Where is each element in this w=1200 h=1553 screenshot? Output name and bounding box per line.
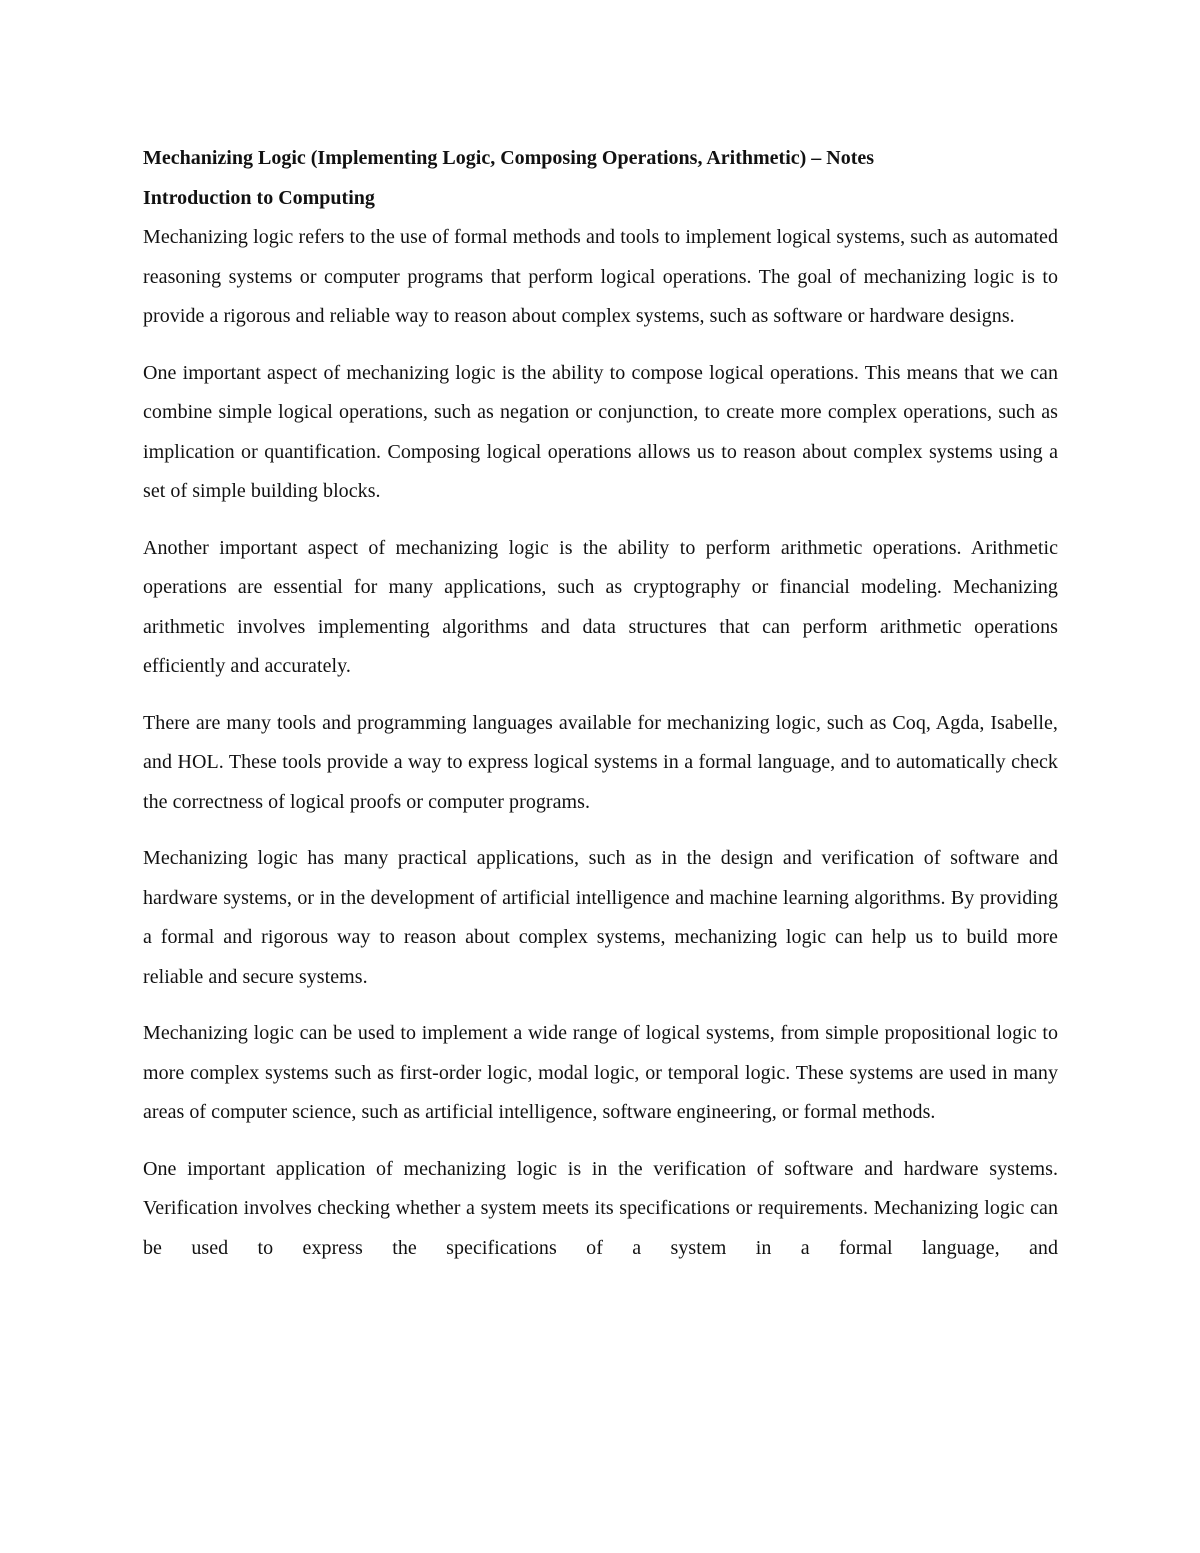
paragraph: Mechanizing logic refers to the use of formal methods and tools to implement logical systems, such as automated reasoning systems or computer programs that perform logical operations. The goal of mechanizing logic is to provide a rigorous and reliable way to reason about complex systems, such as software or hardware designs.	[143, 226, 1058, 327]
document-body	[143, 138, 1058, 1268]
paragraph: One important aspect of mechanizing logic is the ability to compose logical operations. This means that we can combine simple logical operations, such as negation or conjunction, to create more complex operations, such as implication or quantification. Composing logical operations allows us to reason about complex systems using a set of simple building blocks.	[143, 361, 1058, 502]
document-title: Mechanizing Logic (Implementing Logic, Composing Operations, Arithmetic) – Notes	[143, 147, 875, 169]
paragraph: Another important aspect of mechanizing logic is the ability to perform arithmetic operations. Arithmetic operations are essential for many applications, such as cryptography or financial modeling. Mechanizing arithmetic involves implementing algorithms and data structures that can perform arithmetic operations efficiently and accurately.	[143, 536, 1058, 677]
paragraph: Mechanizing logic has many practical applications, such as in the design and verification of software and hardware systems, or in the development of artificial intelligence and machine learning algorithms. By providing a formal and rigorous way to reason about complex systems, mechanizing logic can help us to build more reliable and secure systems.	[143, 847, 1058, 988]
paragraph-continued: One important application of mechanizing logic is in the verification of software and hardware systems. Verification involves checking whether a system meets its specifications or requirements. Mechanizing logic can be used to express the specifications of a system in a formal language, and	[143, 1157, 1058, 1259]
paragraph: There are many tools and programming languages available for mechanizing logic, such as Coq, Agda, Isabelle, and HOL. These tools provide a way to express logical systems in a formal language, and to automatically check the correctness of logical proofs or computer programs.	[143, 711, 1058, 813]
document-subtitle: Introduction to Computing	[143, 187, 375, 209]
paragraph: Mechanizing logic can be used to implement a wide range of logical systems, from simple propositional logic to more complex systems such as first-order logic, modal logic, or temporal logic. These systems are used in many areas of computer science, such as artificial intelligence, software engineering, or formal methods.	[143, 1022, 1058, 1123]
